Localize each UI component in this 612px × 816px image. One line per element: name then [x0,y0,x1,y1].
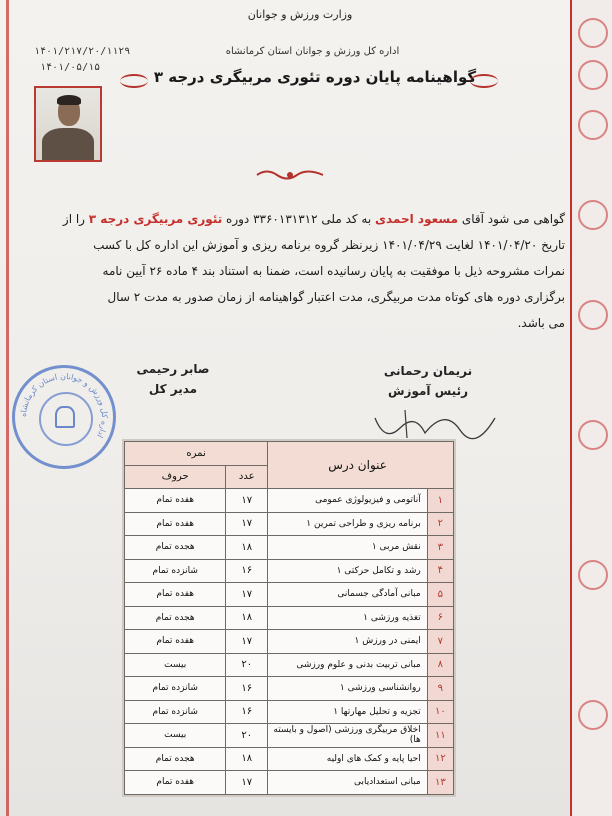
row-grade-number: ۱۶ [226,700,268,724]
education-head-title: رئیس آموزش [388,384,468,398]
ornament-icon [578,420,608,450]
table-row [125,700,454,724]
table-row [125,653,454,677]
table-row [125,559,454,583]
row-number: ۳ [427,536,453,560]
row-grade-number: ۱۶ [226,559,268,583]
row-number: ۱۰ [427,700,453,724]
table-row [125,489,454,513]
table-header-row [125,442,454,466]
row-course: برنامه ریزی و طراحی تمرین ۱ [268,512,428,536]
ornament-icon [578,300,608,330]
row-course: تغذیه ورزشی ۱ [268,606,428,630]
row-course: روانشناسی ورزشی ۱ [268,677,428,701]
row-number: ۷ [427,630,453,654]
row-number: ۶ [427,606,453,630]
row-grade-words: بیست [125,724,226,748]
row-grade-number: ۱۷ [226,489,268,513]
row-grade-words: هجده تمام [125,606,226,630]
row-course: مبانی آمادگی جسمانی [268,583,428,607]
table-row [125,512,454,536]
ornament-icon [578,18,608,48]
table-row [125,583,454,607]
grades-table-body [125,489,454,795]
body-line-2: تاریخ ۱۴۰۱/۰۴/۲۰ لغایت ۱۴۰۱/۰۴/۲۹ زیرنظر گروه برنامه ریزی و آموزش این اداره کل با کسب [93,238,565,252]
header-grade-number: عدد [226,465,268,489]
row-number: ۱۲ [427,747,453,771]
right-ornamental-border [570,0,612,816]
row-number: ۹ [427,677,453,701]
recipient-name: مسعود احمدی [375,212,459,226]
table-row [125,606,454,630]
table-row [125,536,454,560]
row-grade-number: ۲۰ [226,724,268,748]
row-grade-words: هفده تمام [125,771,226,795]
row-course: آناتومی و فیزیولوژی عمومی [268,489,428,513]
course-name: تئوری مربیگری درجه ۳ [88,212,223,226]
education-head-name: نریمان رحمانی [383,364,473,378]
body-line-4: برگزاری دوره های کوتاه مدت مربیگری، مدت اعتبار گواهینامه از زمان صدور به مدت ۲ سال [107,290,565,304]
table-row [125,724,454,748]
row-number: ۲ [427,512,453,536]
row-number: ۱ [427,489,453,513]
ornament-icon [578,60,608,90]
emblem-icon [55,406,75,428]
row-grade-number: ۱۷ [226,771,268,795]
ornament-icon [578,110,608,140]
row-course: ایمنی در ورزش ۱ [268,630,428,654]
table-row [125,771,454,795]
row-grade-words: هفده تمام [125,630,226,654]
row-number: ۸ [427,653,453,677]
letter-number: ۱۴۰۱/۲۱۷/۲۰/۱۱۲۹ [34,46,131,57]
svg-text:اداره کل ورزش و جوانان استان ک: اداره کل ورزش و جوانان استان کرمانشاه [18,371,110,440]
row-course: نقش مربی ۱ [268,536,428,560]
header-grade: نمره [125,442,268,466]
ministry-name: وزارت ورزش و جوانان [247,8,353,21]
row-number: ۵ [427,583,453,607]
official-stamp [12,365,116,469]
body-line-1: گواهی می شود آقای مسعود احمدی به کد ملی ۳۳۶۰۱۳۱۳۱۲ دوره تئوری مربیگری درجه ۳ را از [62,212,565,226]
row-grade-words: هفده تمام [125,489,226,513]
letter-meta [34,44,130,76]
row-grade-words: شانزده تمام [125,559,226,583]
photo-hair [57,95,81,105]
ornament-icon [470,74,498,88]
row-grade-number: ۱۷ [226,512,268,536]
ornament-icon [120,74,148,88]
director-title: مدیر کل [148,382,198,396]
row-grade-number: ۱۸ [226,606,268,630]
row-number: ۱۱ [427,724,453,748]
header-grade-words: حروف [125,465,226,489]
row-grade-words: هجده تمام [125,536,226,560]
table-row [125,747,454,771]
row-grade-words: هفده تمام [125,583,226,607]
row-grade-number: ۱۶ [226,677,268,701]
row-course: احیا پایه و کمک های اولیه [268,747,428,771]
row-grade-number: ۱۷ [226,583,268,607]
certificate-title: گواهینامه پایان دوره تئوری مربیگری درجه ۳ [153,68,477,86]
office-name: اداره کل ورزش و جوانان استان کرمانشاه [225,46,400,57]
row-course: مبانی استعدادیابی [268,771,428,795]
divider-ornament-icon [255,168,325,182]
ornament-icon [578,700,608,730]
director-name: صابر رحیمی [136,362,210,376]
ornament-icon [578,200,608,230]
body-line-3: نمرات مشروحه ذیل با موفقیت به پایان رسانیده است، ضمنا به استناد بند ۴ ماده ۲۶ آیین نامه [102,264,565,278]
row-grade-number: ۱۸ [226,536,268,560]
grades-table [124,441,454,795]
row-course: اخلاق مربیگری ورزشی (اصول و بایسته ها) [268,724,428,748]
row-grade-words: شانزده تمام [125,677,226,701]
row-grade-number: ۲۰ [226,653,268,677]
table-row [125,677,454,701]
table-row [125,630,454,654]
row-grade-words: هجده تمام [125,747,226,771]
left-border-line [6,0,9,816]
row-grade-words: شانزده تمام [125,700,226,724]
row-grade-words: بیست [125,653,226,677]
row-course: مبانی تربیت بدنی و علوم ورزشی [268,653,428,677]
body-line-5: می باشد. [517,316,565,330]
letter-date: ۱۴۰۱/۰۵/۱۵ [40,62,101,73]
row-grade-number: ۱۸ [226,747,268,771]
row-grade-number: ۱۷ [226,630,268,654]
row-grade-words: هفده تمام [125,512,226,536]
portrait-photo [34,86,102,162]
row-number: ۴ [427,559,453,583]
header-course-title: عنوان درس [268,442,454,489]
ornament-icon [578,560,608,590]
certificate-body [40,206,565,336]
row-number: ۱۳ [427,771,453,795]
row-course: تجزیه و تحلیل مهارتها ۱ [268,700,428,724]
row-course: رشد و تکامل حرکتی ۱ [268,559,428,583]
photo-shirt [42,128,94,162]
